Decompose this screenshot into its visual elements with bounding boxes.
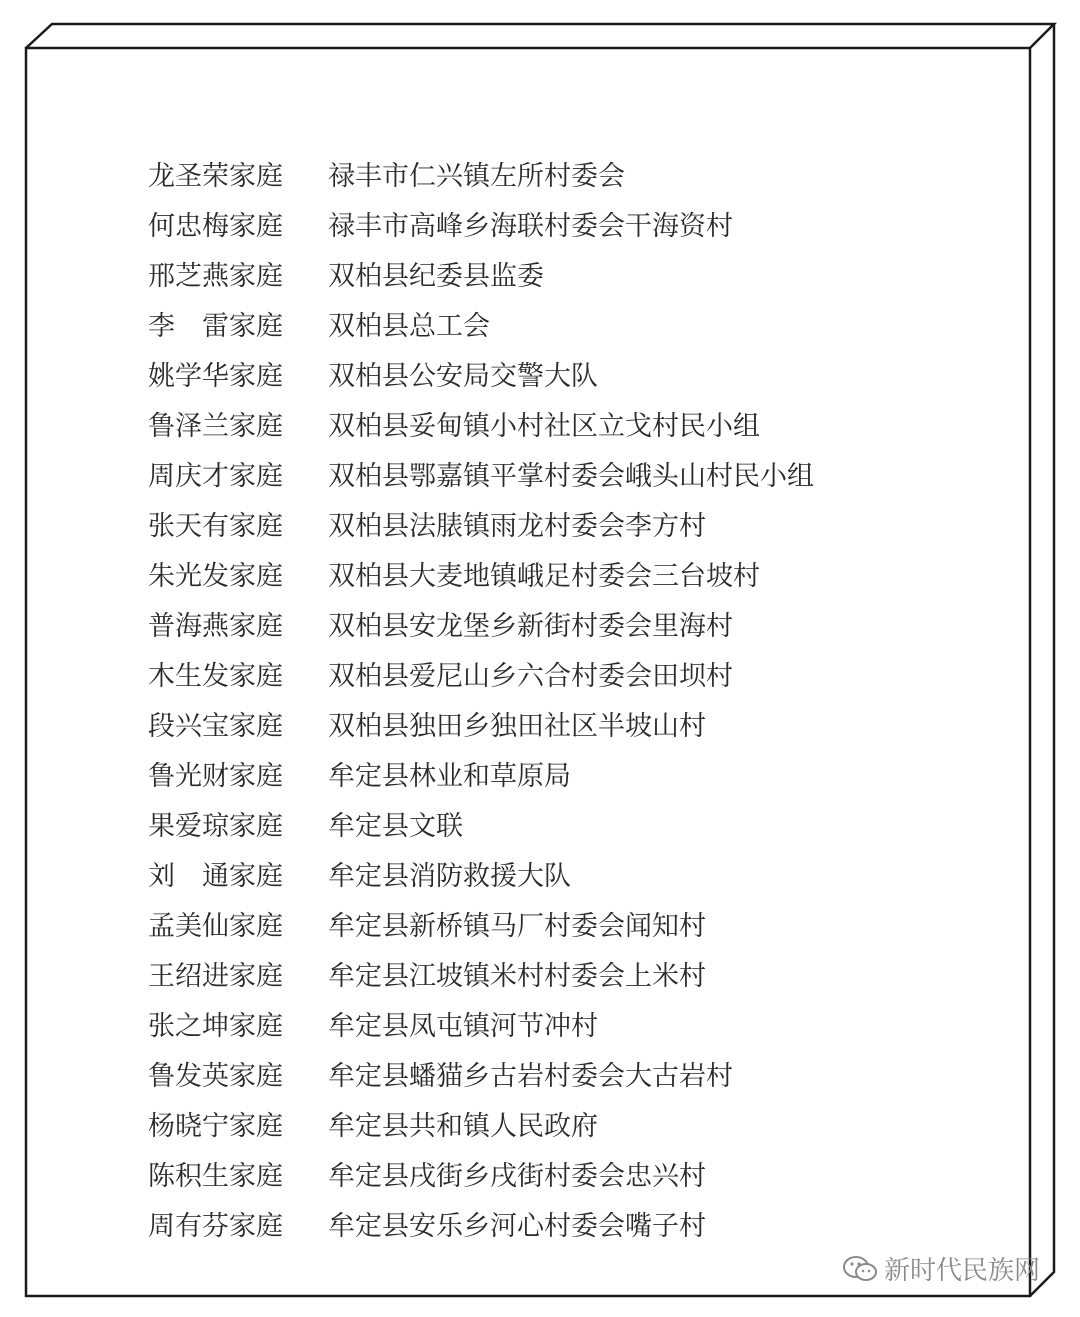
list-item — [148, 598, 814, 648]
list-item — [148, 648, 814, 698]
family-name: 周庆才家庭 — [148, 460, 283, 492]
family-unit: 牟定县凤屯镇河节冲村 — [328, 1010, 598, 1042]
list-item — [148, 198, 814, 248]
family-unit: 牟定县戌街乡戌街村委会忠兴村 — [328, 1160, 706, 1192]
list-item — [148, 798, 814, 848]
family-unit: 牟定县安乐乡河心村委会嘴子村 — [328, 1210, 706, 1242]
family-unit: 牟定县蟠猫乡古岩村委会大古岩村 — [328, 1060, 733, 1092]
family-name: 张天有家庭 — [148, 510, 283, 542]
family-name: 王绍进家庭 — [148, 960, 283, 992]
list-item — [148, 1098, 814, 1148]
family-name: 普海燕家庭 — [148, 610, 283, 642]
family-name: 张之坤家庭 — [148, 1010, 283, 1042]
family-unit: 禄丰市高峰乡海联村委会干海资村 — [328, 210, 733, 242]
family-unit: 牟定县消防救援大队 — [328, 860, 571, 892]
list-item — [148, 1148, 814, 1198]
family-unit: 双柏县妥甸镇小村社区立戈村民小组 — [328, 410, 760, 442]
list-item — [148, 448, 814, 498]
family-unit: 牟定县文联 — [328, 810, 463, 842]
list-item — [148, 298, 814, 348]
list-item — [148, 548, 814, 598]
list-item — [148, 898, 814, 948]
family-unit: 双柏县法脿镇雨龙村委会李方村 — [328, 510, 706, 542]
family-name: 周有芬家庭 — [148, 1210, 283, 1242]
family-name: 孟美仙家庭 — [148, 910, 283, 942]
family-unit: 牟定县林业和草原局 — [328, 760, 571, 792]
family-unit: 双柏县公安局交警大队 — [328, 360, 598, 392]
list-item — [148, 1198, 814, 1248]
family-name: 朱光发家庭 — [148, 560, 283, 592]
family-name: 龙圣荣家庭 — [148, 160, 283, 192]
wechat-icon — [842, 1255, 878, 1283]
list-item — [148, 998, 814, 1048]
list-item — [148, 148, 814, 198]
family-unit: 双柏县鄂嘉镇平掌村委会峨头山村民小组 — [328, 460, 814, 492]
list-item — [148, 748, 814, 798]
family-name: 段兴宝家庭 — [148, 710, 283, 742]
family-name: 李 雷家庭 — [148, 310, 283, 342]
list-item — [148, 1048, 814, 1098]
family-name: 鲁泽兰家庭 — [148, 410, 283, 442]
family-name: 果爱琼家庭 — [148, 810, 283, 842]
family-name: 杨晓宁家庭 — [148, 1110, 283, 1142]
family-name: 何忠梅家庭 — [148, 210, 283, 242]
family-name: 木生发家庭 — [148, 660, 283, 692]
family-name: 姚学华家庭 — [148, 360, 283, 392]
family-name: 陈积生家庭 — [148, 1160, 283, 1192]
family-unit: 双柏县大麦地镇峨足村委会三台坡村 — [328, 560, 760, 592]
list-item — [148, 248, 814, 298]
family-list — [148, 148, 814, 1248]
family-unit: 双柏县纪委县监委 — [328, 260, 544, 292]
family-unit: 双柏县独田乡独田社区半坡山村 — [328, 710, 706, 742]
family-name: 刘 通家庭 — [148, 860, 283, 892]
family-name: 鲁发英家庭 — [148, 1060, 283, 1092]
watermark — [842, 1250, 1040, 1287]
family-unit: 牟定县新桥镇马厂村委会闻知村 — [328, 910, 706, 942]
watermark-text: 新时代民族网 — [884, 1256, 1041, 1286]
family-name: 鲁光财家庭 — [148, 760, 283, 792]
list-item — [148, 948, 814, 998]
list-item — [148, 498, 814, 548]
family-unit: 双柏县总工会 — [328, 310, 490, 342]
list-item — [148, 348, 814, 398]
family-name: 邢芝燕家庭 — [148, 260, 283, 292]
list-item — [148, 848, 814, 898]
family-unit: 牟定县共和镇人民政府 — [328, 1110, 598, 1142]
family-unit: 禄丰市仁兴镇左所村委会 — [328, 160, 625, 192]
family-unit: 双柏县爱尼山乡六合村委会田坝村 — [328, 660, 733, 692]
family-unit: 牟定县江坡镇米村村委会上米村 — [328, 960, 706, 992]
list-item — [148, 698, 814, 748]
family-unit: 双柏县安龙堡乡新街村委会里海村 — [328, 610, 733, 642]
list-item — [148, 398, 814, 448]
